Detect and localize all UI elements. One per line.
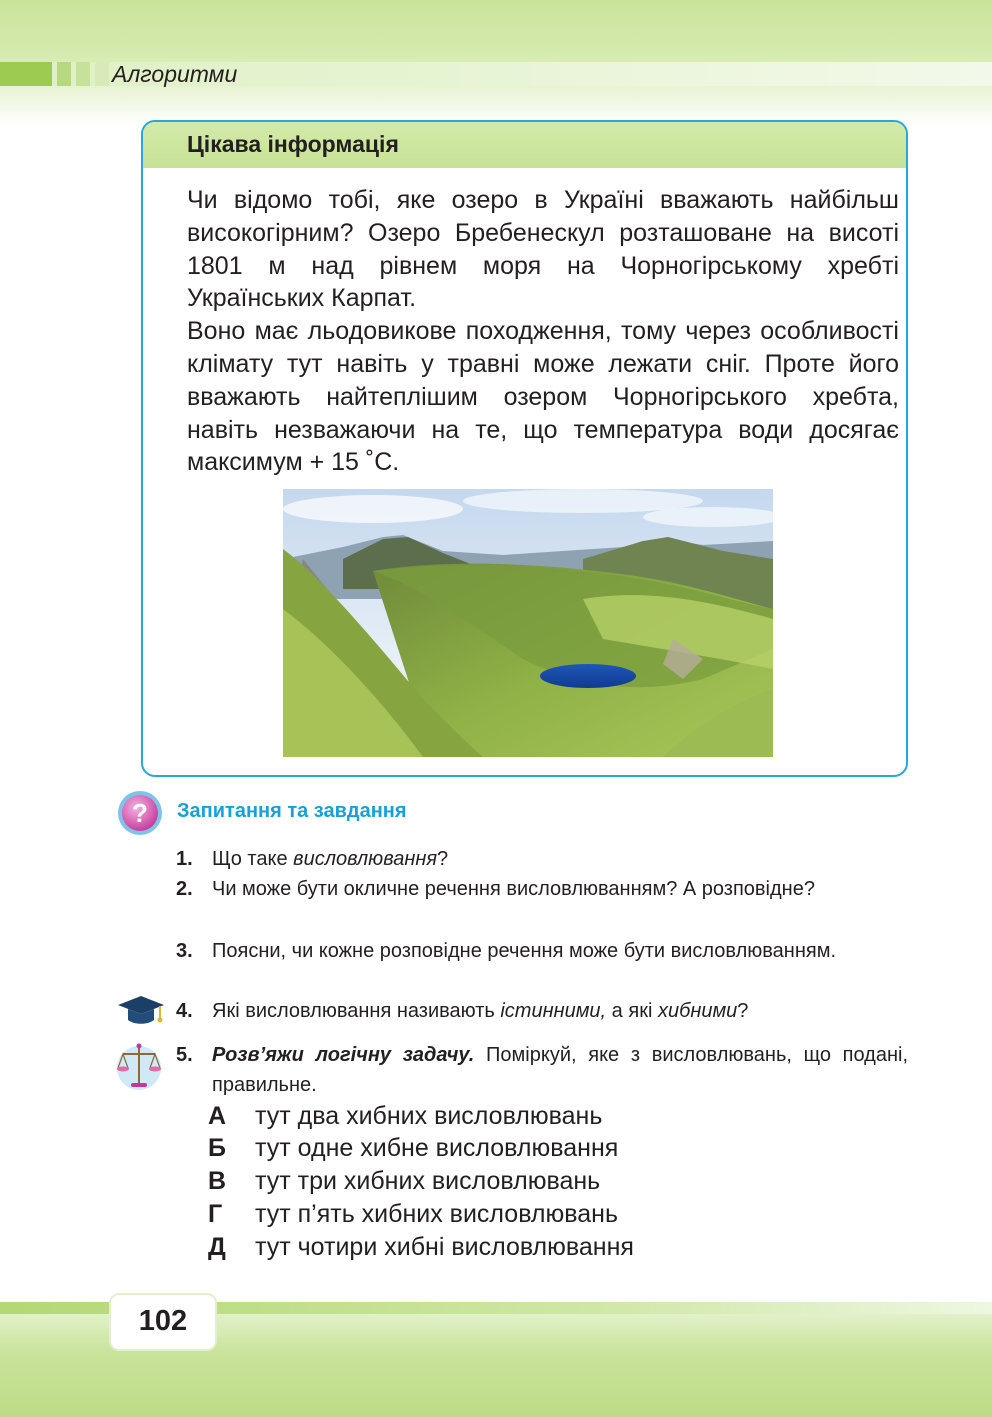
answer-text: тут два хибних висловлювань xyxy=(255,1102,603,1130)
graduation-cap-icon xyxy=(116,994,166,1028)
question-text: Поясни, чи кожне розповідне речення може бути висловлюванням. xyxy=(212,940,837,962)
answer-text: тут чотири хибні висловлювання xyxy=(255,1233,634,1261)
answer-letter: Д xyxy=(208,1233,226,1261)
page-number-tab xyxy=(109,1293,217,1351)
question-text: Розв’яжи логічну задачу. Поміркуй, яке з висловлювань, що подані, правильне. xyxy=(212,1044,908,1096)
question-number: 1. xyxy=(176,848,193,870)
question-number: 2. xyxy=(176,878,193,900)
info-paragraph: Воно має льодовикове походження, тому через особливості клімату тут навіть у травні може лежати сніг. Проте його вважають найтеплішим озером Чорногірського хребта, навіть незважаючи на те, що температура води досягає максимум + 15 ˚С. xyxy=(187,317,899,477)
info-paragraph: Чи відомо тобі, яке озеро в Україні вважають найбільш високогірним? Озеро Бребенескул розташоване на висоті 1801 м над рівнем моря на Чорногірському хребті Українських Карпат. xyxy=(187,186,899,313)
answer-letter: А xyxy=(208,1102,227,1130)
lake-photo xyxy=(283,489,773,757)
info-box-title: Цікава інформація xyxy=(187,131,399,157)
answer-text: тут три хибних висловлювань xyxy=(255,1167,601,1195)
page-number: 102 xyxy=(138,1305,188,1337)
header-decor-bars xyxy=(0,62,114,86)
question-text: Що таке висловлювання? xyxy=(212,848,449,870)
section-title: Алгоритми xyxy=(112,61,238,87)
info-box xyxy=(141,120,908,777)
answer-letter: В xyxy=(208,1167,227,1195)
svg-text:?: ? xyxy=(132,798,148,828)
scales-icon xyxy=(116,1040,162,1092)
question-icon xyxy=(117,790,163,836)
questions-heading: Запитання та завдання xyxy=(177,800,407,822)
question-number: 4. xyxy=(176,1000,193,1022)
question-text: Які висловлювання називають істинними, а які хибними? xyxy=(212,1000,749,1022)
answer-text: тут одне хибне висловлювання xyxy=(255,1134,619,1162)
info-box-text xyxy=(187,184,899,479)
answer-text: тут п’ять хибних висловлювань xyxy=(255,1200,618,1228)
answer-letter: Б xyxy=(208,1134,226,1162)
question-text: Чи може бути окличне речення висловлюванням? А розповідне? xyxy=(212,878,815,900)
question-number: 3. xyxy=(176,940,193,962)
answer-letter: Г xyxy=(208,1200,223,1228)
question-number: 5. xyxy=(176,1044,193,1066)
